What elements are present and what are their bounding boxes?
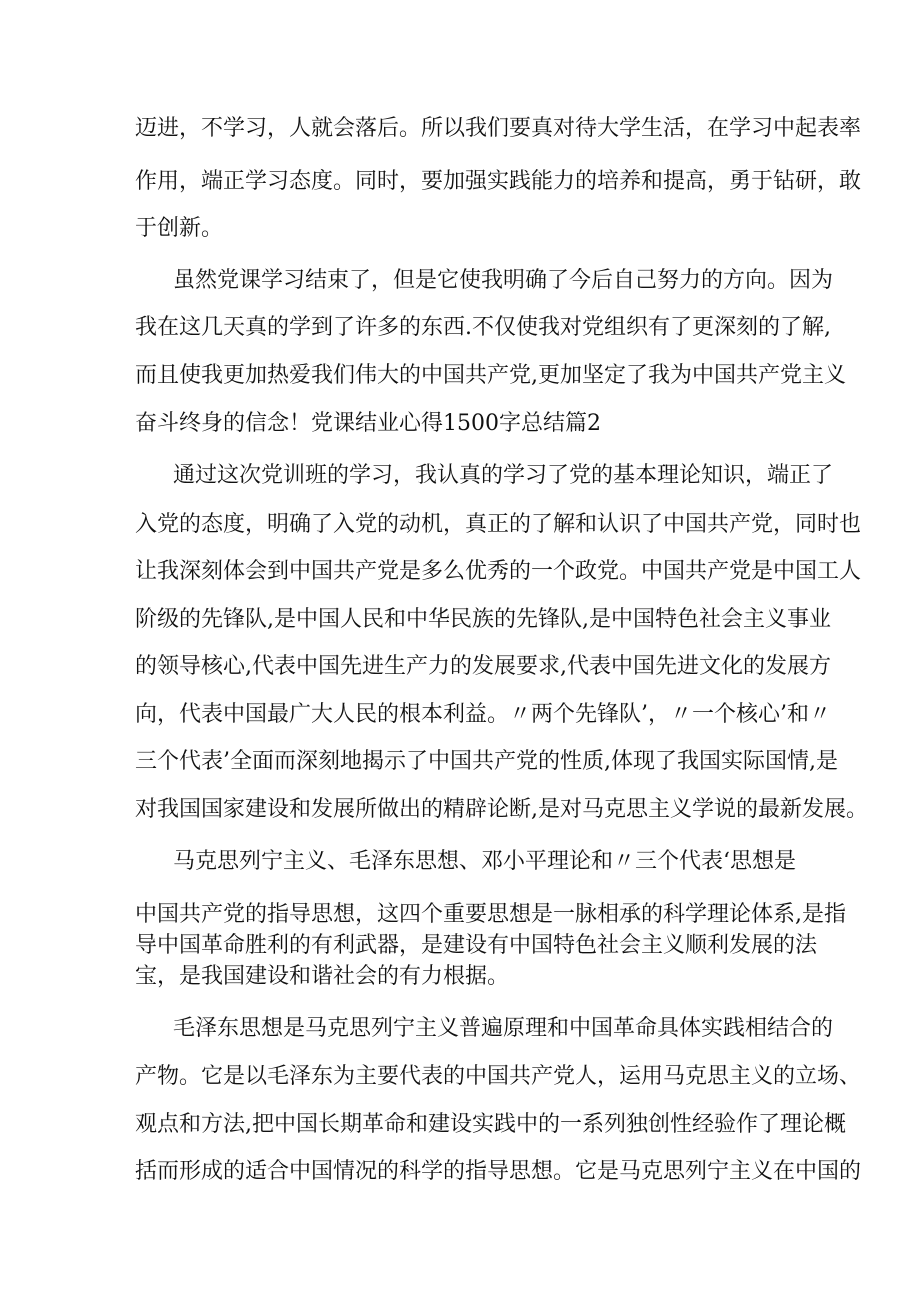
- text-line: 中国共产党的指导思想，这四个重要思想是一脉相承的科学理论体系,是指: [135, 902, 846, 927]
- text-line: 入党的态度，明确了入党的动机，真正的了解和认识了中国共产党，同时也: [135, 512, 862, 537]
- text-line: 观点和方法,把中国长期革命和建设实践中的一系列独创性经验作了理论概: [135, 1112, 846, 1137]
- text-line: 导中国革命胜利的有利武器，是建设有中国特色社会主义顺利发展的法: [135, 933, 818, 958]
- text-line: 阶级的先锋队,是中国人民和中华民族的先锋队,是中国特色社会主义事业: [135, 607, 831, 632]
- text-line: 通过这次党训班的学习，我认真的学习了党的基本理论知识，端正了: [173, 463, 834, 488]
- text-line: 的领导核心,代表中国先进生产力的发展要求,代表中国先进文化的发展方: [135, 654, 831, 679]
- text-line: 迈进，不学习，人就会落后。所以我们要真对待大学生活，在学习中起表率: [135, 116, 862, 141]
- text-line: 马克思列宁主义、毛泽东思想、邓小平理论和〃三个代表‘思想是: [173, 849, 796, 874]
- text-line: 作用，端正学习态度。同时，要加强实践能力的培养和提高，勇于钻研，敢: [135, 169, 862, 194]
- text-line: 于创新。: [135, 216, 224, 241]
- text-line: 括而形成的适合中国情况的科学的指导思想。它是马克思列宁主义在中国的: [135, 1159, 862, 1184]
- text-line: 向，代表中国最广大人民的根本利益。〃两个先锋队’，〃一个核心’和〃: [135, 702, 831, 727]
- text-line: 三个代表’全面而深刻地揭示了中国共产党的性质,体现了我国实际国情,是: [135, 749, 838, 774]
- text-line: 对我国国家建设和发展所做出的精辟论断,是对马克思主义学说的最新发展。: [135, 797, 868, 822]
- text-line: 奋斗终身的信念！党课结业心得1500字总结篇2: [135, 411, 601, 436]
- text-line: 而且使我更加热爱我们伟大的中国共产党,更加坚定了我为中国共产党主义: [135, 363, 846, 388]
- text-line: 宝，是我国建设和谐社会的有力根据。: [135, 964, 510, 989]
- text-line: 我在这几天真的学到了许多的东西.不仅使我对党组织有了更深刻的了解,: [135, 315, 831, 340]
- text-line: 产物。它是以毛泽东为主要代表的中国共产党人，运用马克思主义的立场、: [135, 1064, 862, 1089]
- text-line: 让我深刻体会到中国共产党是多么优秀的一个政党。中国共产党是中国工人: [135, 559, 862, 584]
- text-line: 毛泽东思想是马克思列宁主义普遍原理和中国革命具体实践相结合的: [173, 1016, 834, 1041]
- text-line: 虽然党课学习结束了，但是它使我明确了今后自己努力的方向。因为: [173, 268, 834, 293]
